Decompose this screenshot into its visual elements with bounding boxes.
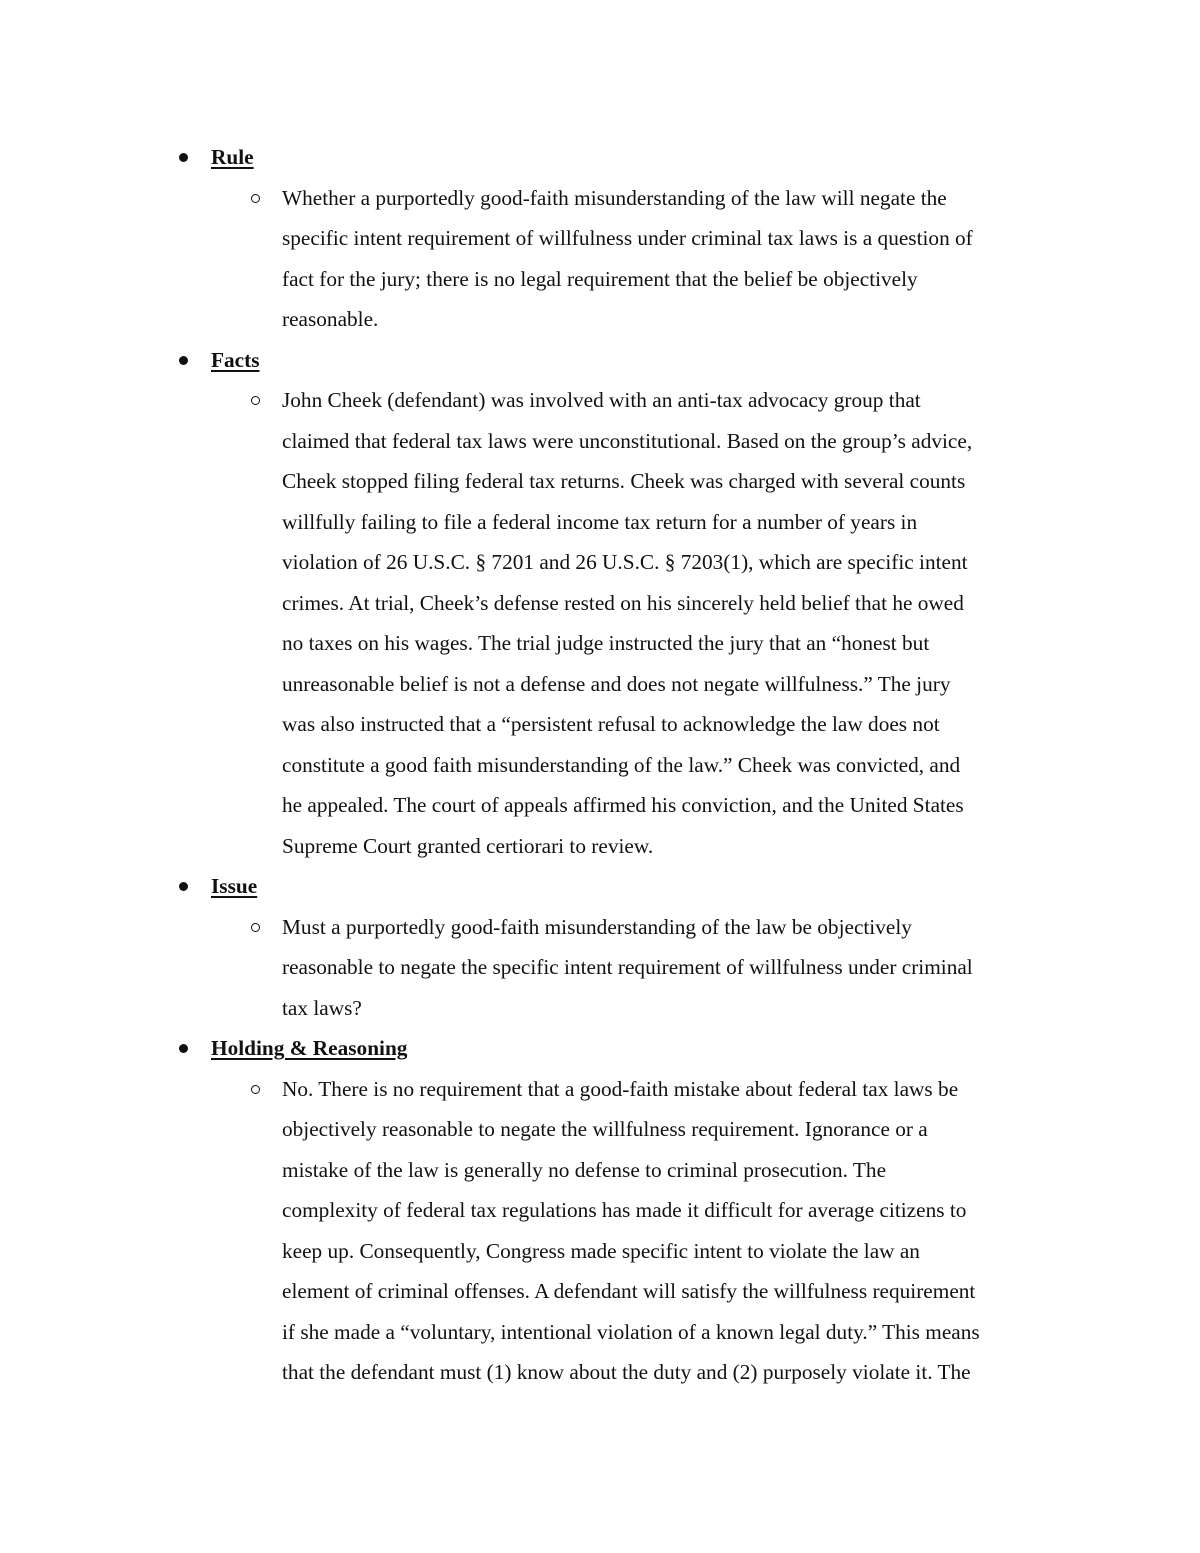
text-line: willfully failing to file a federal income tax return for a number of years in xyxy=(282,509,918,534)
section-holding-reasoning xyxy=(176,1028,1076,1393)
section-heading-row xyxy=(176,137,1076,178)
text-line: Cheek stopped filing federal tax returns. Cheek was charged with several counts xyxy=(282,469,966,493)
text-line: unreasonable belief is not a defense and does not negate willfulness.” The jury xyxy=(282,671,951,696)
text-line: if she made a “voluntary, intentional violation of a known legal duty.” This means xyxy=(282,1319,980,1344)
text-line: constitute a good faith misunderstanding of the law.” Cheek was convicted, and xyxy=(282,752,961,777)
text-line: that the defendant must (1) know about the duty and (2) purposely violate it. The xyxy=(282,1360,971,1384)
hollow-bullet-icon xyxy=(251,194,260,203)
section-facts xyxy=(176,340,1076,867)
hollow-bullet-icon xyxy=(251,1085,260,1094)
filled-bullet-icon xyxy=(179,882,188,891)
text-line: was also instructed that a “persistent refusal to acknowledge the law does not xyxy=(282,712,940,736)
section-heading-row xyxy=(176,340,1076,381)
text-line: specific intent requirement of willfulness under criminal tax laws is a question of xyxy=(282,226,973,250)
text-line: he appealed. The court of appeals affirmed his conviction, and the United States xyxy=(282,793,964,817)
sub-bullet xyxy=(176,907,1076,1029)
case-brief xyxy=(176,137,1076,1393)
sub-bullet xyxy=(176,380,1076,866)
filled-bullet-icon xyxy=(179,356,188,365)
section-rule xyxy=(176,137,1076,340)
text-line: fact for the jury; there is no legal requirement that the belief be objectively xyxy=(282,266,918,291)
filled-bullet-icon xyxy=(179,1044,188,1053)
section-heading-row xyxy=(176,866,1076,907)
text-line: objectively reasonable to negate the willfulness requirement. Ignorance or a xyxy=(282,1117,928,1141)
text-line: crimes. At trial, Cheek’s defense rested on his sincerely held belief that he owed xyxy=(282,590,964,615)
text-line: tax laws? xyxy=(282,995,362,1020)
text-line: reasonable to negate the specific intent requirement of willfulness under criminal xyxy=(282,955,973,979)
text-line: mistake of the law is generally no defense to criminal prosecution. The xyxy=(282,1157,887,1182)
section-heading: Facts xyxy=(211,347,260,372)
sub-bullet xyxy=(176,178,1076,340)
paragraph xyxy=(282,380,1057,866)
section-heading: Holding & Reasoning xyxy=(211,1036,408,1060)
text-line: keep up. Consequently, Congress made specific intent to violate the law an xyxy=(282,1238,920,1263)
sub-bullet xyxy=(176,1069,1076,1393)
text-line: John Cheek (defendant) was involved with an anti-tax advocacy group that xyxy=(282,388,921,412)
text-line: complexity of federal tax regulations has made it difficult for average citizens to xyxy=(282,1198,967,1222)
section-heading-row xyxy=(176,1028,1076,1069)
text-line: Whether a purportedly good-faith misunderstanding of the law will negate the xyxy=(282,185,947,210)
text-line: violation of 26 U.S.C. § 7201 and 26 U.S.C. § 7203(1), which are specific intent xyxy=(282,550,968,574)
text-line: No. There is no requirement that a good-faith mistake about federal tax laws be xyxy=(282,1076,959,1101)
text-line: no taxes on his wages. The trial judge instructed the jury that an “honest but xyxy=(282,631,930,655)
text-line: Supreme Court granted certiorari to review. xyxy=(282,833,654,858)
section-issue xyxy=(176,866,1076,1028)
section-heading: Rule xyxy=(211,145,254,169)
text-line: claimed that federal tax laws were unconstitutional. Based on the group’s advice, xyxy=(282,428,973,453)
hollow-bullet-icon xyxy=(251,396,260,405)
text-line: Must a purportedly good-faith misunderstanding of the law be objectively xyxy=(282,914,912,939)
paragraph xyxy=(282,1069,1057,1393)
text-line: reasonable. xyxy=(282,307,379,331)
section-heading: Issue xyxy=(211,874,258,898)
paragraph xyxy=(282,178,1057,340)
hollow-bullet-icon xyxy=(251,923,260,932)
text-line: element of criminal offenses. A defendant will satisfy the willfulness requirement xyxy=(282,1279,976,1303)
paragraph xyxy=(282,907,1057,1029)
filled-bullet-icon xyxy=(179,153,188,162)
